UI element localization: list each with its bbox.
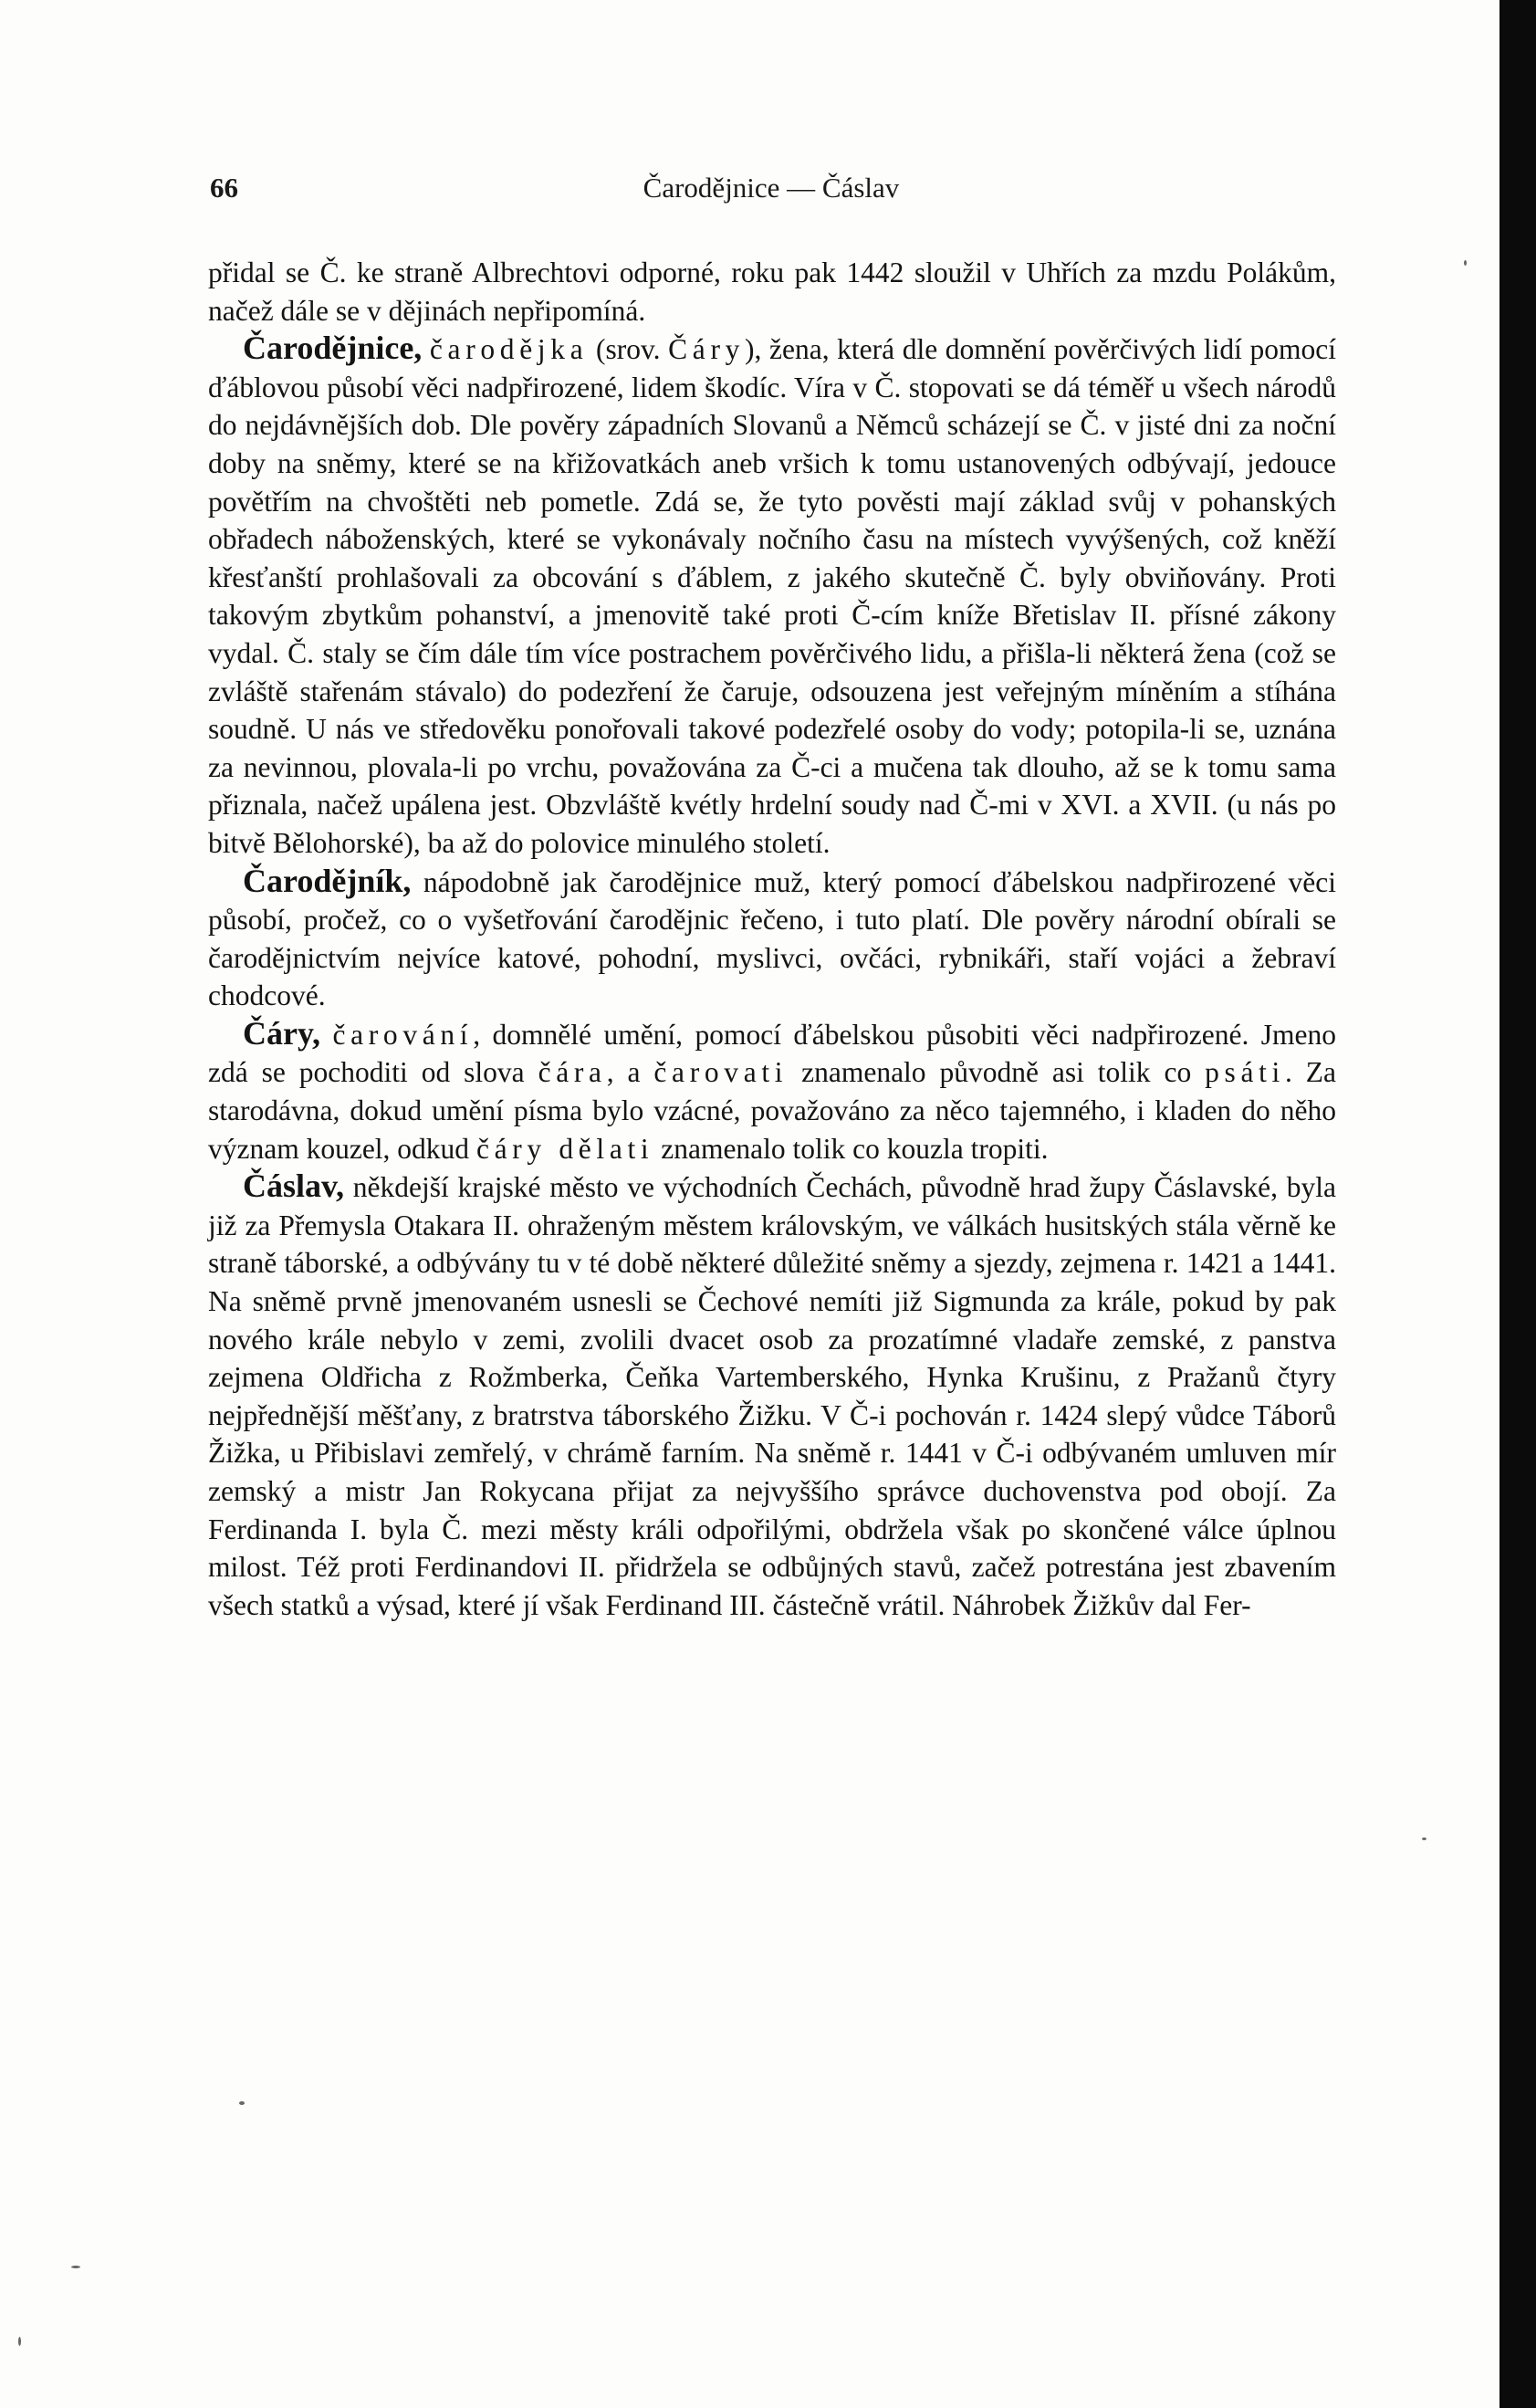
entry-text: nápodobně jak čarodějnice muž, který pomocí ďábelskou nadpřirozené věci působí, pročež, co o vyšetřování čarodějnic řečeno, i tuto platí. Dle pověry národní obírali se čarodějnictvím nejvíce katové, pohodní, myslivci, ovčáci, rybnikáři, staří vojáci a žebraví chodcové. [208, 865, 1336, 1012]
page-number: 66 [210, 172, 238, 204]
continuation-paragraph: přidal se Č. ke straně Albrechtovi odporné, roku pak 1442 sloužil v Uhřích za mzdu Polákům, načež dále se v dějinách nepřipomíná. [208, 257, 1336, 327]
entry-text [320, 1019, 332, 1051]
entries-list [208, 330, 1336, 1624]
entry-headword: Čarodějník, [243, 862, 412, 899]
entry-text: znamenalo tolik co kouzla tropiti. [653, 1132, 1049, 1165]
scan-speck [239, 2101, 245, 2105]
scan-speck [1464, 260, 1467, 266]
scanner-border [1499, 0, 1536, 2408]
entry-text: někdejší krajské město ve východních Čechách, původně hrad župy Čáslavské, byla již za Přemysla Otakara II. ohraženým městem královským, ve válkách husitských stála věrně ke straně táborské, a odbývány tu v té době některé důležité sněmy a sjezdy, zejmena r. 1421 a 1441. Na sněmě prvně jmenovaném usnesli se Čechové nemíti již Sigmunda za krále, pokud by pak nového krále nebylo v zemi, zvolili dvacet osob za prozatímné vladaře zemské, z panstva zejmena Oldřicha z Rožmberka, Čeňka Vartemberského, Hynka Krušinu, z Pražanů čtyry nejpřednější měšťany, z bratrstva táborského Žižku. V Č-i pochován r. 1424 slepý vůdce Táborů Žižka, u Přibislavi zemřelý, v chrámě farním. Na sněmě r. 1441 v Č-i odbývaném umluven mír zemský a mistr Jan Rokycana přijat za nejvyššího správce duchovenstva pod obojí. Za Ferdinanda I. byla Č. mezi městy králi odpořilými, obdržela však po skončené válce úplnou milost. Též proti Ferdinandovi II. přidržela se odbůjných stavů, začež potrestána jest zbavením všech statků a výsad, které jí však Ferdinand III. částečně vrátil. Náhrobek Žižkův dal Fer- [208, 1171, 1336, 1621]
entry-headword: Čarodějnice, [243, 330, 423, 367]
text-body [208, 254, 1336, 1624]
spaced-term: čáry dělati [475, 1132, 654, 1165]
scan-speck [71, 2266, 80, 2268]
spaced-term: čarování [332, 1018, 474, 1051]
dictionary-entry [208, 330, 1336, 862]
scan-speck [18, 2337, 21, 2346]
spaced-term: čarovati [653, 1056, 789, 1089]
page-header [210, 172, 1332, 217]
entry-text: , domnělé umění, pomocí ďábelskou působiti věci nadpřirozené. Jmeno zdá se pochoditi od slova [208, 1018, 1336, 1089]
entry-text: ), žena, která dle domnění pověrčivých lidí pomocí ďáblovou působí věci nadpřirozené, lidem škodíc. Víra v Č. stopovati se dá téměř u všech národů do nejdávnějších dob. Dle pověry západních Slovanů a Němců scházejí se Č. v jisté dni za noční doby na sněmy, které se na křižovatkách aneb vršich k tomu ustanovených odbývají, jedouce povětřím na chvoštěti neb pometle. Zdá se, že tyto pověsti mají základ svůj v pohanských obřadech náboženských, které se vykonávaly nočního času na místech vyvýšených, což kněží křesťanští prohlašovali za obcování s ďáblem, z jakého skutečně Č. byly obviňovány. Proti takovým zbytkům pohanství, a jmenovitě také proti Č-cím kníže Břetislav II. přísné zákony vydal. Č. staly se čím dále tím více postrachem pověrčivého lidu, a přišla-li některá žena (což se zvláště stařenám stávalo) do podezření že čaruje, odsouzena jest veřejným míněním a stíhána soudně. U nás ve středověku ponořovali takové podezřelé osoby do vody; potopila-li se, uznána za nevinnou, plovala-li po vrchu, považována za Č-ci a mučena tak dlouho, až se k tomu sama přiznala, načež upálena jest. Obzvláště kvétly hrdelní soudy nad Č-mi v XVI. a XVII. (u nás po bitvě Bělohorské), ba až do polovice minulého století. [208, 333, 1337, 859]
dictionary-entry [208, 863, 1336, 1015]
spaced-term: psáti [1205, 1056, 1285, 1089]
entry-headword: Čáslav, [243, 1167, 345, 1205]
entry-text: , a [606, 1056, 654, 1089]
entry-text: znamenalo původně asi tolik co [788, 1056, 1206, 1089]
dictionary-entry [208, 1015, 1336, 1167]
entry-text [422, 333, 430, 365]
spaced-term: Čáry [668, 333, 746, 366]
spaced-term: čára [538, 1056, 607, 1089]
entry-text: . Za starodávna, dokud umění písma bylo vzácné, považováno za něco tajemného, i kladen do něho význam kouzel, odkud [208, 1056, 1337, 1165]
scan-speck [1422, 1837, 1426, 1840]
entry-headword: Čáry, [243, 1014, 320, 1052]
spaced-term: čarodějka [429, 333, 589, 366]
running-head: Čarodějnice — Čáslav [643, 172, 900, 204]
dictionary-entry [208, 1167, 1336, 1624]
entry-text: (srov. [588, 333, 669, 366]
